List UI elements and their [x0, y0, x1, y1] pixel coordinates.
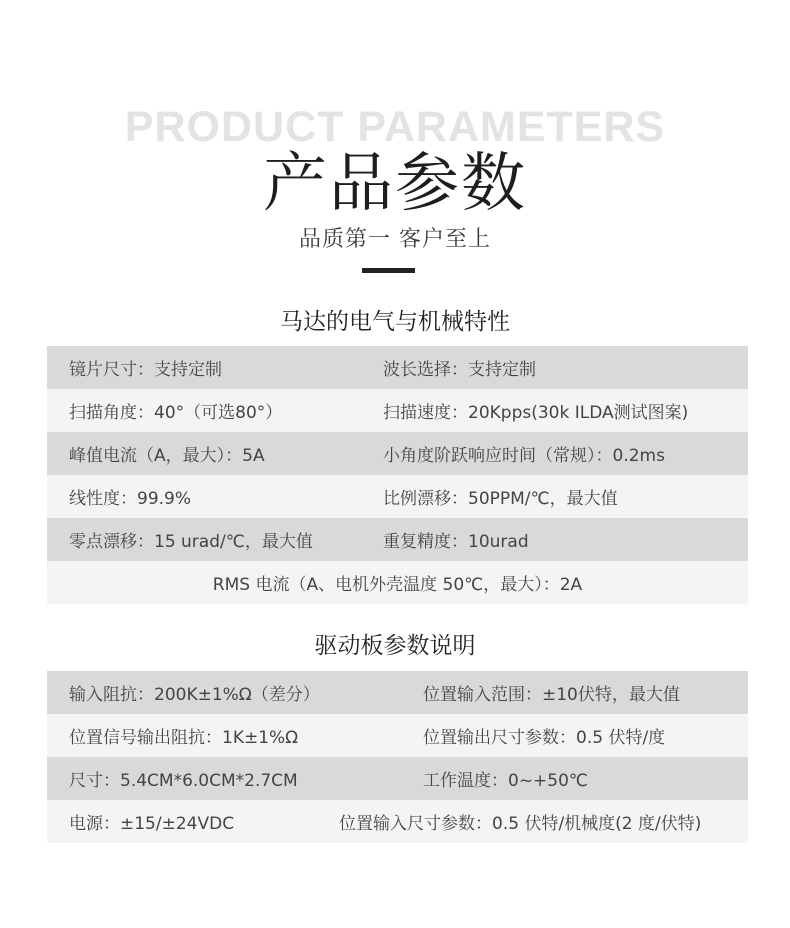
table-row	[47, 671, 748, 714]
spec-cell: 波长选择：支持定制	[383, 360, 536, 380]
motor-spec-table	[47, 346, 748, 604]
spec-cell: 峰值电流（A，最大）：5A	[69, 446, 265, 466]
spec-cell: 重复精度：10urad	[383, 532, 529, 552]
table-row	[47, 800, 748, 843]
spec-cell: 位置输入范围：±10伏特，最大值	[423, 685, 680, 705]
table-row	[47, 432, 748, 475]
table-row	[47, 714, 748, 757]
spec-cell: 电源：±15/±24VDC	[69, 814, 235, 834]
table-row	[47, 518, 748, 561]
spec-cell: 扫描角度：40°（可选80°）	[69, 403, 283, 423]
table-row	[47, 346, 748, 389]
spec-cell: 位置输出尺寸参数：0.5 伏特/度	[423, 728, 666, 748]
table-row	[47, 757, 748, 800]
spec-cell: 小角度阶跃响应时间（常规）：0.2ms	[383, 446, 665, 466]
page-subtitle: 品质第一 客户至上	[299, 227, 491, 252]
spec-cell: 扫描速度：20Kpps(30k ILDA测试图案)	[383, 403, 689, 423]
spec-cell: 线性度：99.9%	[69, 489, 192, 509]
table-row	[47, 475, 748, 518]
section-title-motor: 马达的电气与机械特性	[280, 309, 510, 335]
table-row	[47, 389, 748, 432]
spec-cell: 工作温度：0~+50℃	[423, 771, 589, 791]
background-watermark-text: PRODUCT PARAMETERS	[124, 103, 666, 151]
spec-cell: 输入阻抗：200K±1%Ω（差分）	[69, 685, 320, 705]
spec-cell: 位置输入尺寸参数：0.5 伏特/机械度(2 度/伏特)	[339, 814, 702, 834]
spec-cell: 位置信号输出阻抗：1K±1%Ω	[69, 728, 299, 748]
title-divider	[362, 268, 415, 273]
spec-cell: 零点漂移：15 urad/℃，最大值	[69, 532, 313, 552]
table-row	[47, 561, 748, 604]
spec-cell: 比例漂移：50PPM/℃，最大值	[383, 489, 618, 509]
spec-cell-full: RMS 电流（A、电机外壳温度 50℃，最大）：2A	[212, 575, 583, 595]
spec-cell: 镜片尺寸：支持定制	[69, 360, 222, 380]
page-title: 产品参数	[263, 147, 527, 221]
driver-spec-table	[47, 671, 748, 843]
section-title-driver: 驱动板参数说明	[314, 633, 476, 659]
spec-cell: 尺寸：5.4CM*6.0CM*2.7CM	[69, 771, 298, 791]
